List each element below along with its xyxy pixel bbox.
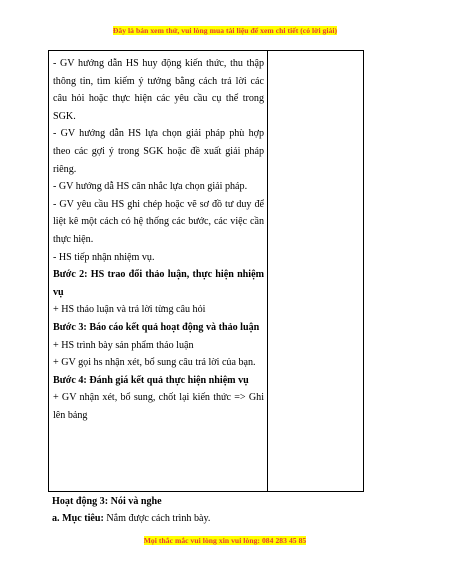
goal-text: Nắm được cách trình bày. (103, 513, 211, 524)
step-4-title: Bước 4: Đánh giá kết quả thực hiện nhiệm vụ (53, 374, 249, 386)
step-2-text: + HS thảo luận và trả lời từng câu hỏi (53, 304, 206, 316)
step-2-title: Bước 2: HS trao đổi thảo luận, thực hiện nhiệm vụ (53, 269, 264, 298)
table-line: - GV yêu cầu HS ghi chép hoặc vẽ sơ đồ tư duy để liệt kê một cách có hệ thống các bước, các việc cần thực hiện. (53, 198, 264, 245)
column-divider (267, 51, 268, 491)
step-3-line: + GV gọi hs nhận xét, bổ sung câu trả lời của bạn. (53, 357, 256, 369)
contact-banner: Mọi thắc mắc vui lòng xin vui lòng: 084 283 45 85 (143, 536, 307, 545)
step-3-title: Bước 3: Báo cáo kết quả hoạt động và thảo luận (53, 321, 260, 333)
activity-heading: Hoạt động 3: Nói và nghe (52, 496, 162, 507)
goal-label: a. Mục tiêu: (52, 513, 104, 524)
preview-notice-banner: Đây là bản xem thử, vui lòng mua tài liệu để xem chi tiết (có lời giải) (112, 26, 338, 35)
table-line: - GV hướng dẫn HS huy động kiến thức, thu thập thông tin, tìm kiếm ý tưởng bằng cách trả lời các câu hỏi hoặc thực hiện các yêu cầu cụ thể trong SGK. (53, 58, 264, 122)
lesson-table (48, 50, 364, 492)
table-line: - GV hướng dẫ HS cân nhắc lựa chọn giải pháp. (53, 181, 248, 193)
activity-goal (52, 510, 432, 527)
teacher-student-activity-cell (53, 55, 264, 424)
step-3-line: + HS trình bày sản phẩm thảo luận (53, 339, 194, 351)
table-line: - HS tiếp nhận nhiệm vụ. (53, 251, 155, 263)
step-4-text: + GV nhận xét, bổ sung, chốt lại kiến thức => Ghi lên bảng (53, 392, 264, 421)
table-line: - GV hướng dẫn HS lựa chọn giải pháp phù hợp theo các gợi ý trong SGK hoặc đề xuất giải pháp riêng. (53, 128, 264, 175)
